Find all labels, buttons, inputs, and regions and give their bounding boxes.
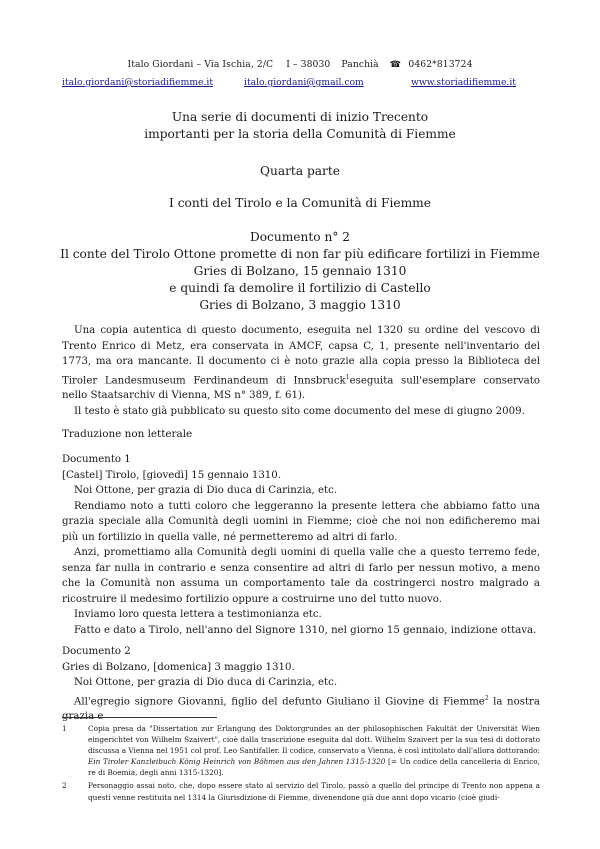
document-title-block xyxy=(40,229,560,314)
footnote-number: 1 xyxy=(62,724,67,733)
document-line-2: Gries di Bolzano, 15 gennaio 1310 xyxy=(193,264,407,278)
phone-icon: ☎ xyxy=(389,59,402,70)
main-title xyxy=(40,109,560,143)
document-1-paragraph-3: Anzi, promettiamo alla Comunità degli uomini di quella valle che a questo terremo fede, senza far nulla in contrario e senza consentire ad altri di farlo per nessun motivo, a meno che la Comunità non assuma un comportamento tale da costringerci nostro malgrado a ricostruire il medesimo fortilizio oppure a costruirne uno del tutto nuovo. xyxy=(62,547,540,605)
document-2-paragraph-1: Noi Ottone, per grazia di Dio duca di Carinzia, etc. xyxy=(74,677,338,688)
document-line-4: Gries di Bolzano, 3 maggio 1310 xyxy=(199,298,401,312)
footnote-text: Personaggio assai noto, che, dopo essere stato al servizio del Tirolo, passò a quello del principe di Trento non appena a questi venne restituita nel 1314 la Giurisdizione di Fiemme, divenendone già due anni dopo vicario (cioè giudi- xyxy=(88,781,540,802)
intro-paragraph-2: Il testo è stato già pubblicato su questo sito come documento del mese di giugno 2009. xyxy=(74,405,525,417)
footnotes xyxy=(62,723,540,805)
footnote-text: Copia presa da "Dissertation zur Erlangung des Doktorgrundes an der philosophischen Fakultät der Universität Wien eingerichtet von Wilhelm Szaivert", cioè dalla trascrizione eseguita dal dott. Wilhelm Szaivert per la sua tesi di dottorato discussa a Vienna nel 1951 col prof. Leo Santifaller. Il codice, conservato a Vienna, è così intitolato dall'allora dottorando: Ein Tiroler Kanzleibuch König Heinrich von Böhmen aus den Jahren 1315-1320 [= Un codice della cancelleria di Enrico, re di Boemia, degli anni 1315-1320]. xyxy=(88,724,540,778)
document-1-heading: Documento 1 xyxy=(62,454,131,465)
email-link-2[interactable]: italo.giordani@gmail.com xyxy=(244,77,364,88)
document-1-paragraph-1: Noi Ottone, per grazia di Dio duca di Carinzia, etc. xyxy=(74,485,338,496)
document-1-paragraph-4: Inviamo loro questa lettera a testimonianza etc. xyxy=(74,609,322,620)
document-2-place-date: Gries di Bolzano, [domenica] 3 maggio 1310. xyxy=(62,661,295,673)
website-link[interactable]: www.storiadifiemme.it xyxy=(411,77,516,88)
section-heading: Traduzione non letterale xyxy=(62,428,193,440)
title-line-2: importanti per la storia della Comunità di Fiemme xyxy=(144,127,456,141)
subtitle: I conti del Tirolo e la Comunità di Fiemme xyxy=(169,196,431,210)
document-1-place-date: [Castel] Tirolo, [giovedì] 15 gennaio 1310. xyxy=(62,469,281,481)
document-2-paragraph-2: All'egregio signore Giovanni, figlio del defunto Giuliano il Giovine di Fiemme$^2$ la nostra grazia e xyxy=(62,694,540,723)
document-2-section xyxy=(62,644,540,725)
footnote-ref-2[interactable]: 2 xyxy=(484,694,489,702)
footnote-ref-1[interactable]: 1 xyxy=(345,373,350,381)
intro-section xyxy=(62,323,540,419)
email-link-1[interactable]: italo.giordani@storiadifiemme.it xyxy=(62,77,214,88)
document-1-section xyxy=(62,452,540,638)
part-title: Quarta parte xyxy=(260,164,340,178)
footnote-1 xyxy=(62,723,540,778)
document-1-paragraph-2: Rendiamo noto a tutti coloro che leggeranno la presente lettera che abbiamo fatto una grazia speciale alla Comunità degli uomini in Fiemme; cioè che noi non edificheremo mai più un fortilizio in quella valle, né permetteremo ad altri di farlo. xyxy=(62,500,540,543)
footnote-2 xyxy=(62,780,540,802)
document-line-1: Il conte del Tirolo Ottone promette di non far più edificare fortilizi in Fiemme xyxy=(60,247,540,261)
intro-paragraph-1: Una copia autentica di questo documento, eseguita nel 1320 su ordine del vescovo di Trento Enrico di Metz, era conservata in AMCF, capsa C, 1, presente nell'inventario del 1773, ma ora mancante. Il documento ci è noto grazie alla copia presso la Biblioteca del Tiroler Landesmuseum Ferdinandeum di Innsbruck$^1$eseguita sull'esemplare conservato nello Staatsarchiv di Vienna, MS n° 389, f. 61). xyxy=(62,325,540,402)
document-2-heading: Documento 2 xyxy=(62,646,131,657)
postal-code: I – 38030 xyxy=(286,59,331,70)
author-address: Italo Giordani – Via Ischia, 2/C xyxy=(127,59,274,70)
document-line-3: e quindi fa demolire il fortilizio di Castello xyxy=(169,281,431,295)
letterhead-address xyxy=(0,59,600,70)
phone-number: 0462*813724 xyxy=(408,59,473,70)
document-1-paragraph-5: Fatto e dato a Tirolo, nell'anno del Signore 1310, nel giorno 15 gennaio, indizione ottava. xyxy=(74,624,537,636)
footnote-divider xyxy=(62,717,217,718)
title-line-1: Una serie di documenti di inizio Trecento xyxy=(171,110,429,124)
footnote-number: 2 xyxy=(62,781,67,791)
town: Panchià xyxy=(341,59,379,70)
document-number: Documento n° 2 xyxy=(249,230,351,244)
